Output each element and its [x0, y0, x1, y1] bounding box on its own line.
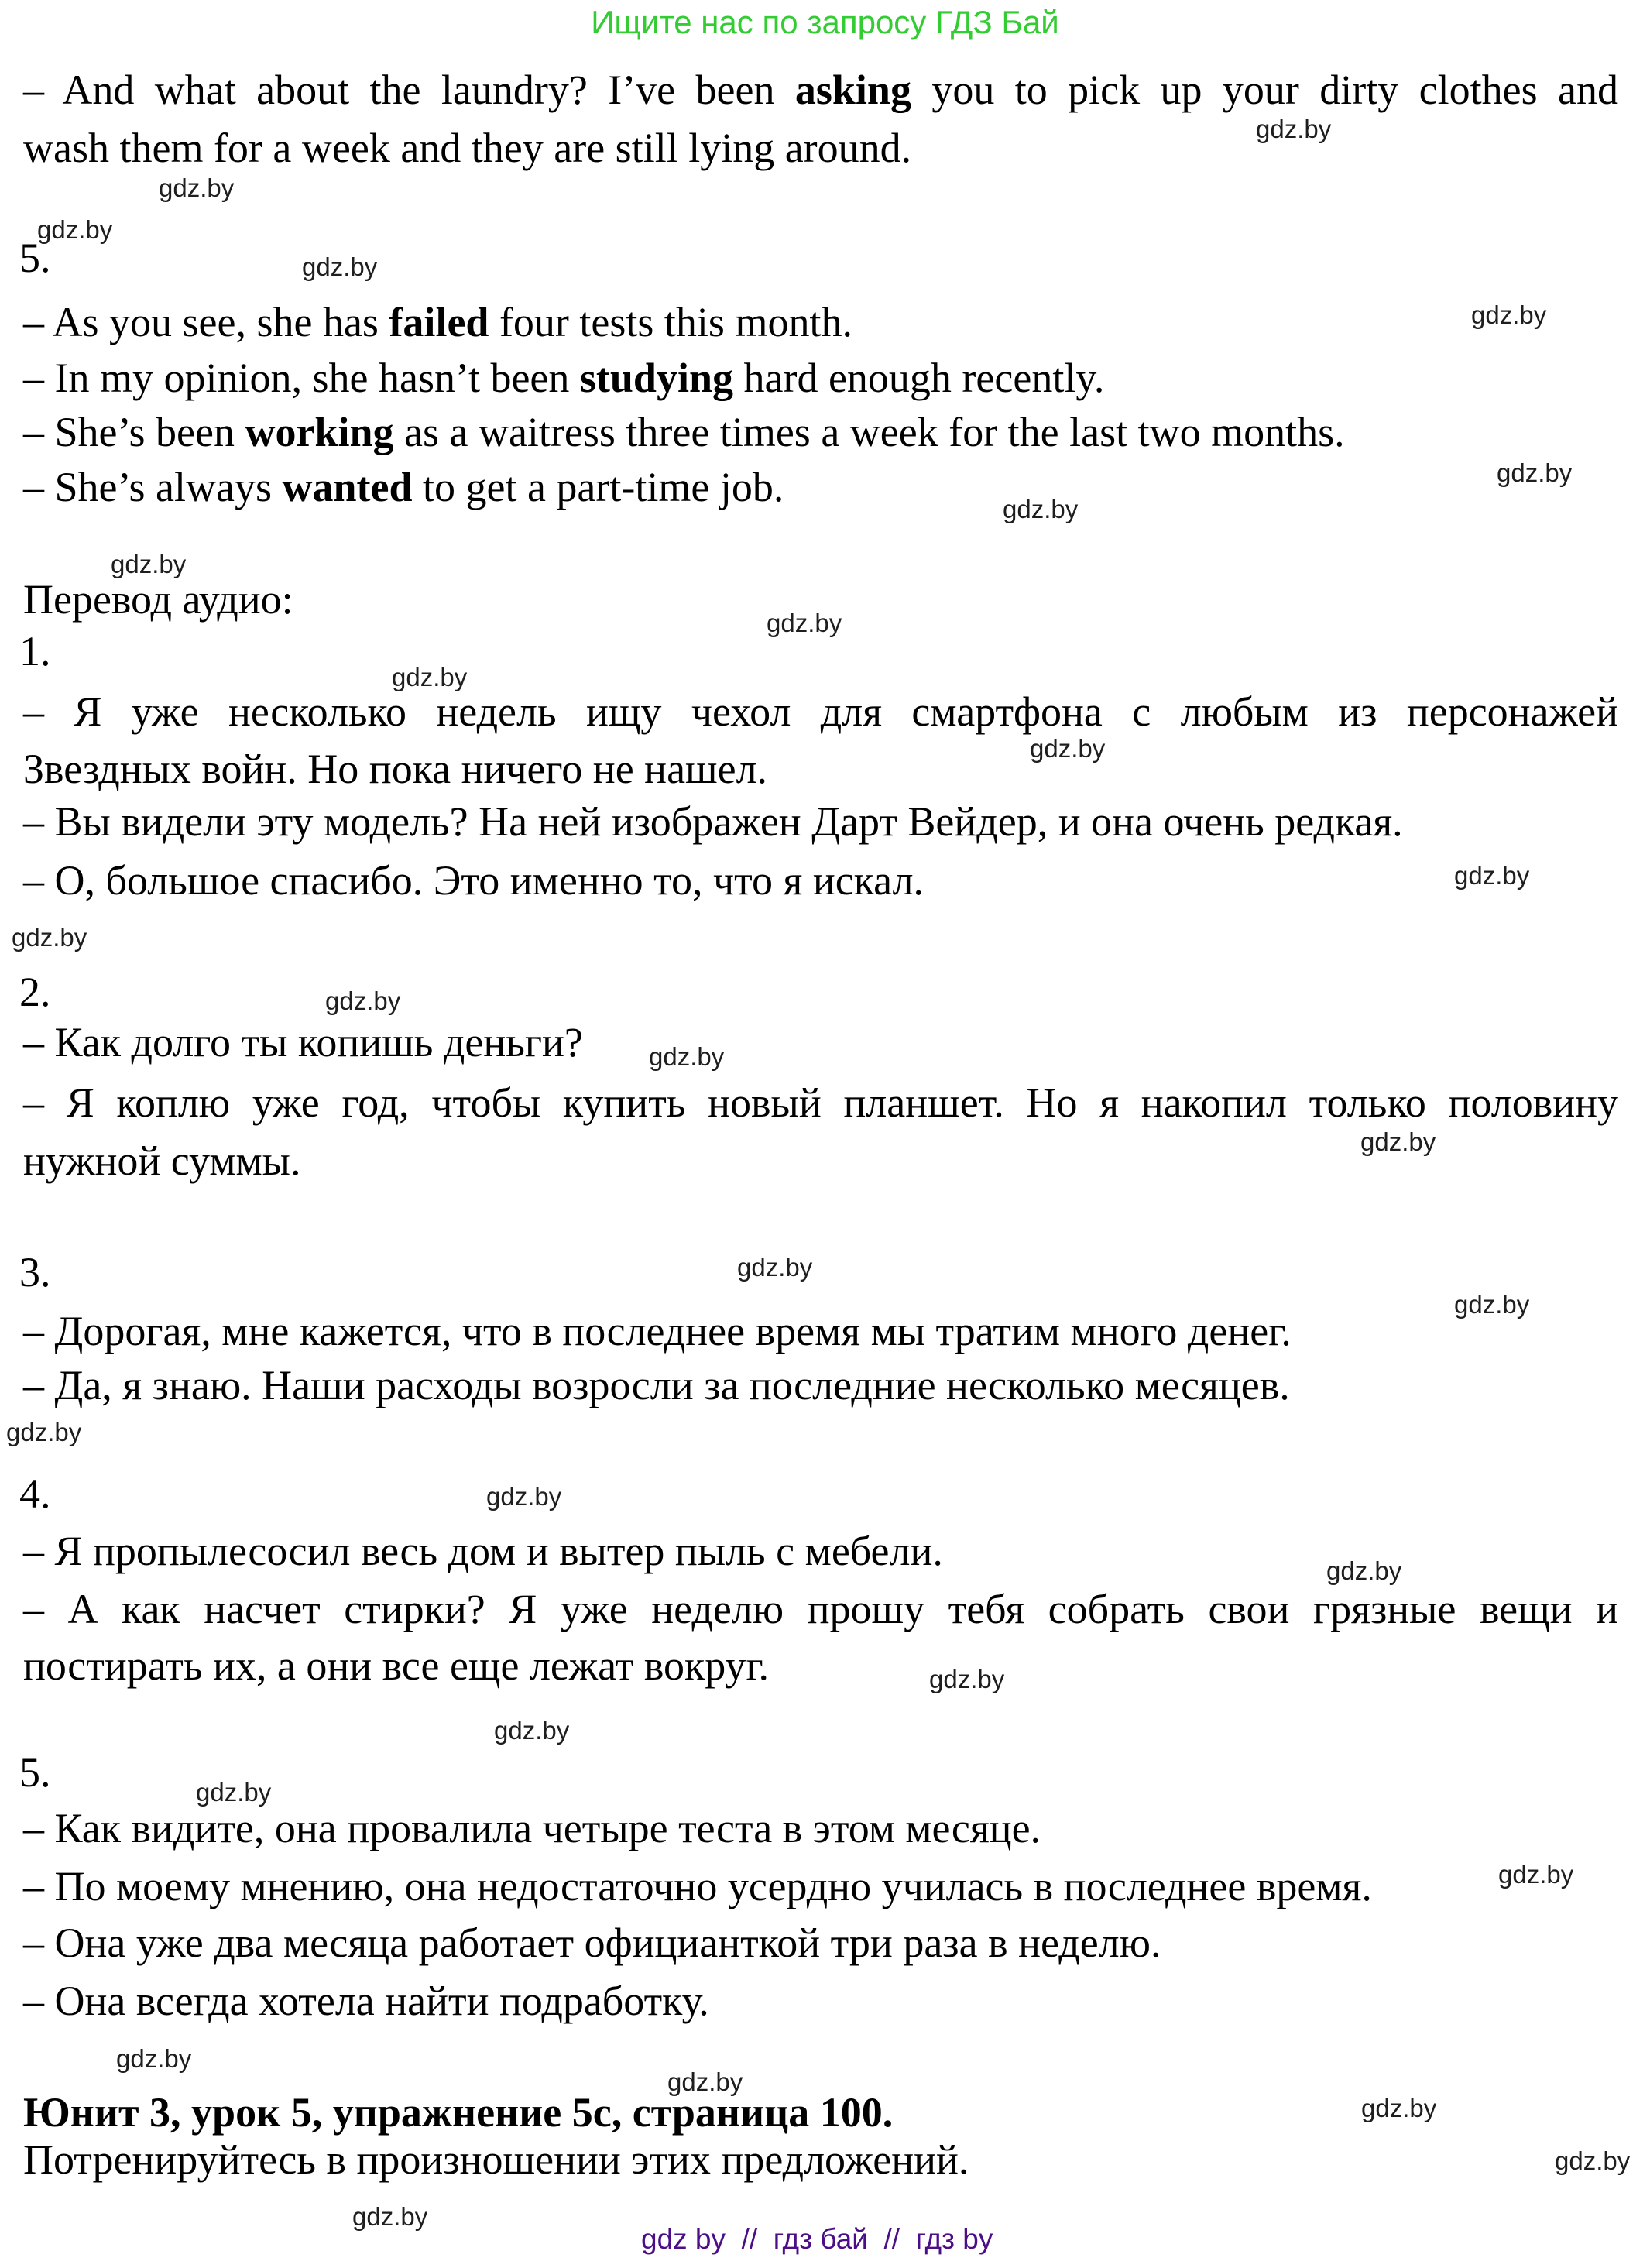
dialogue-line-ru: – Вы видели эту модель? На ней изображен Дарт Вейдер, и она очень редкая. [23, 798, 1403, 845]
dialogue-line-ru: – По моему мнению, она недостаточно усердно училась в последнее время. [23, 1863, 1372, 1909]
bold-word: asking [794, 67, 911, 113]
gdz-watermark: gdz.by [1497, 458, 1573, 487]
gdz-watermark: gdz.by [1361, 2094, 1437, 2122]
section-number: 5. [19, 1749, 51, 1796]
gdz-watermark: gdz.by [12, 923, 87, 952]
dialogue-line-en [23, 354, 1104, 402]
gdz-watermark: gdz.by [196, 1778, 272, 1807]
text-segment: four tests this month. [489, 299, 852, 345]
dialogue-line-ru: постирать их, а они все еще лежат вокруг. [23, 1642, 770, 1689]
text-segment: – In my opinion, she hasn’t been [23, 355, 580, 401]
text-segment: – As you see, she has [23, 299, 389, 345]
dialogue-line-en [23, 463, 784, 511]
gdz-watermark: gdz.by [1454, 1290, 1530, 1319]
gdz-watermark: gdz.by [649, 1042, 725, 1071]
text-segment: as a waitress three times a week for the last two months. [393, 409, 1345, 455]
section-number: 4. [19, 1470, 51, 1517]
gdz-watermark: gdz.by [1555, 2146, 1631, 2175]
dialogue-line-ru: Звездных войн. Но пока ничего не нашел. [23, 746, 768, 792]
dialogue-line-en: wash them for a week and they are still lying around. [23, 125, 912, 171]
dialogue-line-ru: – Я пропылесосил весь дом и вытер пыль с мебели. [23, 1528, 943, 1574]
gdz-watermark: gdz.by [116, 2044, 192, 2073]
text-segment: you to pick up your dirty clothes and [911, 67, 1618, 113]
gdz-watermark: gdz.by [302, 252, 378, 281]
dialogue-line-en [23, 298, 852, 346]
gdz-watermark: gdz.by [37, 215, 113, 244]
section-number: 3. [19, 1249, 51, 1295]
task-title: Юнит 3, урок 5, упражнение 5c, страница 100. [23, 2089, 894, 2136]
bold-word: working [245, 409, 394, 455]
gdz-watermark: gdz.by [1326, 1556, 1402, 1585]
section-number: 2. [19, 969, 51, 1015]
dialogue-line-ru: – Я уже несколько недель ищу чехол для смартфона с любым из персонажей [23, 688, 1618, 735]
gdz-watermark: gdz.by [667, 2067, 743, 2096]
dialogue-line-ru: – Дорогая, мне кажется, что в последнее время мы тратим много денег. [23, 1308, 1292, 1354]
dialogue-line-ru: – Да, я знаю. Наши расходы возросли за последние несколько месяцев. [23, 1362, 1290, 1408]
bold-word: wanted [282, 464, 413, 510]
footer-links: gdz by // гдз бай // гдз by [641, 2223, 993, 2255]
gdz-watermark: gdz.by [6, 1418, 82, 1446]
dialogue-line-ru: – Как видите, она провалила четыре теста в этом месяце. [23, 1805, 1041, 1851]
task-note: Потренируйтесь в произношении этих предложений. [23, 2136, 969, 2183]
gdz-watermark: gdz.by [1030, 734, 1106, 763]
gdz-watermark: gdz.by [325, 986, 401, 1015]
gdz-watermark: gdz.by [494, 1716, 570, 1745]
text-segment: – She’s been [23, 409, 245, 455]
gdz-watermark: gdz.by [929, 1665, 1005, 1693]
translation-heading: Перевод аудио: [23, 576, 293, 623]
text-segment: hard enough recently. [733, 355, 1105, 401]
promo-header: Ищите нас по запросу ГДЗ Бай [591, 4, 1059, 40]
text-segment: – She’s always [23, 464, 283, 510]
dialogue-line-ru: – О, большое спасибо. Это именно то, что я искал. [23, 857, 924, 904]
dialogue-line-ru: – Она уже два месяца работает официанткой три раза в неделю. [23, 1920, 1161, 1966]
dialogue-line-ru: – А как насчет стирки? Я уже неделю прошу тебя собрать свои грязные вещи и [23, 1586, 1618, 1632]
gdz-watermark: gdz.by [111, 550, 187, 578]
bold-word: failed [389, 299, 489, 345]
section-number: 5. [19, 235, 51, 281]
gdz-watermark: gdz.by [737, 1253, 813, 1282]
dialogue-line-en [23, 66, 1618, 114]
dialogue-line-ru: – Она всегда хотела найти подработку. [23, 1978, 709, 2024]
gdz-watermark: gdz.by [1256, 115, 1332, 143]
gdz-watermark: gdz.by [1003, 495, 1079, 523]
gdz-watermark: gdz.by [1454, 861, 1530, 890]
gdz-watermark: gdz.by [352, 2202, 428, 2231]
gdz-watermark: gdz.by [1498, 1860, 1574, 1889]
gdz-watermark: gdz.by [1360, 1127, 1436, 1156]
gdz-watermark: gdz.by [1471, 300, 1547, 329]
gdz-watermark: gdz.by [767, 609, 842, 637]
gdz-watermark: gdz.by [486, 1482, 562, 1511]
gdz-watermark: gdz.by [392, 663, 468, 691]
text-segment: to get a part-time job. [412, 464, 784, 510]
dialogue-line-ru: – Я коплю уже год, чтобы купить новый планшет. Но я накопил только половину [23, 1079, 1618, 1126]
dialogue-line-en [23, 408, 1345, 456]
dialogue-line-ru: – Как долго ты копишь деньги? [23, 1019, 583, 1065]
dialogue-line-ru: нужной суммы. [23, 1137, 301, 1184]
text-segment: – And what about the laundry? I’ve been [23, 67, 795, 113]
bold-word: studying [579, 355, 734, 401]
gdz-watermark: gdz.by [159, 173, 235, 202]
section-number: 1. [19, 628, 51, 674]
